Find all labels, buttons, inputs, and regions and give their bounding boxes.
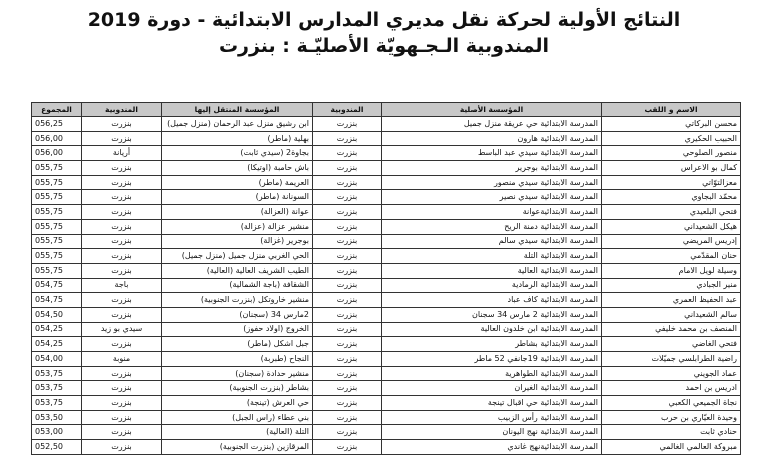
cell-name: معزالتوّاتي bbox=[602, 175, 741, 190]
cell-target-school: جبل اشكل (ماطر) bbox=[162, 337, 313, 352]
cell-name: كمال بو الاعراس bbox=[602, 161, 741, 176]
table-row bbox=[32, 322, 741, 337]
table-row bbox=[32, 410, 741, 425]
cell-target-region: منوبة bbox=[82, 352, 162, 367]
cell-target-school: بشاطر (بنزرت الجنوبية) bbox=[162, 381, 313, 396]
header-target-region: المندوبية bbox=[82, 103, 162, 117]
table-row bbox=[32, 440, 741, 455]
cell-target-region: بنزرت bbox=[82, 396, 162, 411]
table-row bbox=[32, 161, 741, 176]
cell-origin-school: المدرسة الابتدائية العالية bbox=[382, 263, 602, 278]
cell-target-school: النجاح (طبربة) bbox=[162, 352, 313, 367]
cell-target-school: حي العرش (تينجة) bbox=[162, 396, 313, 411]
cell-name: ادريس بن احمد bbox=[602, 381, 741, 396]
table-row bbox=[32, 146, 741, 161]
cell-origin-school: المدرسة الابتدائيةنهج غاندي bbox=[382, 440, 602, 455]
cell-origin-school: المدرسة الابتدائية دمنة الريح bbox=[382, 219, 602, 234]
cell-name: فتحي الغاضي bbox=[602, 337, 741, 352]
cell-target-region: بنزرت bbox=[82, 425, 162, 440]
header-origin-region: المندوبية bbox=[313, 103, 382, 117]
cell-name: عماد الجويني bbox=[602, 366, 741, 381]
cell-target-region: بنزرت bbox=[82, 219, 162, 234]
cell-origin-school: المدرسة الابتدائية ابن خلدون العالية bbox=[382, 322, 602, 337]
cell-target-school: الطيب الشريف العالية (العالية) bbox=[162, 263, 313, 278]
cell-total: 055,75 bbox=[32, 205, 82, 220]
cell-name: عبد الحفيظ العمري bbox=[602, 293, 741, 308]
cell-name: محمّد البجاوي bbox=[602, 190, 741, 205]
cell-total: 056,00 bbox=[32, 131, 82, 146]
cell-origin-school: المدرسة الابتدائية نهج اليونان bbox=[382, 425, 602, 440]
cell-origin-region: بنزرت bbox=[313, 205, 382, 220]
cell-origin-region: بنزرت bbox=[313, 117, 382, 132]
cell-target-school: العريمة (ماطر) bbox=[162, 175, 313, 190]
cell-target-region: بنزرت bbox=[82, 161, 162, 176]
cell-total: 053,75 bbox=[32, 366, 82, 381]
cell-total: 053,75 bbox=[32, 381, 82, 396]
cell-target-region: بنزرت bbox=[82, 131, 162, 146]
cell-target-school: بوجرير (غزالة) bbox=[162, 234, 313, 249]
cell-origin-region: بنزرت bbox=[313, 322, 382, 337]
cell-target-region: بنزرت bbox=[82, 249, 162, 264]
cell-target-region: بنزرت bbox=[82, 307, 162, 322]
table-row bbox=[32, 131, 741, 146]
cell-origin-school: المدرسة الابتدائية التلة bbox=[382, 249, 602, 264]
cell-total: 054,00 bbox=[32, 352, 82, 367]
table-row bbox=[32, 352, 741, 367]
cell-total: 054,25 bbox=[32, 322, 82, 337]
table-row bbox=[32, 396, 741, 411]
cell-target-region: بنزرت bbox=[82, 117, 162, 132]
cell-target-region: أريانة bbox=[82, 146, 162, 161]
table-row bbox=[32, 425, 741, 440]
cell-origin-school: المدرسة الابتدائية سيدي عبد الباسط bbox=[382, 146, 602, 161]
cell-origin-school: المدرسة الابتدائية الرمادية bbox=[382, 278, 602, 293]
cell-target-school: ابن رشيق منزل عبد الرحمان (منزل جميل) bbox=[162, 117, 313, 132]
cell-target-region: بنزرت bbox=[82, 337, 162, 352]
cell-target-region: بنزرت bbox=[82, 293, 162, 308]
cell-origin-school: المدرسة الابتدائية كاف عباد bbox=[382, 293, 602, 308]
cell-origin-school: المدرسة الابتدائية بشاطر bbox=[382, 337, 602, 352]
cell-origin-region: بنزرت bbox=[313, 410, 382, 425]
cell-origin-school: المدرسة الابتدائية الطواهرية bbox=[382, 366, 602, 381]
cell-total: 053,00 bbox=[32, 425, 82, 440]
cell-target-school: منشير حدادة (سجنان) bbox=[162, 366, 313, 381]
cell-origin-region: بنزرت bbox=[313, 366, 382, 381]
cell-total: 052,50 bbox=[32, 440, 82, 455]
cell-target-school: الخروج (اولاد حفوز) bbox=[162, 322, 313, 337]
cell-target-school: 2مارس 34 (سجنان) bbox=[162, 307, 313, 322]
cell-target-region: بنزرت bbox=[82, 205, 162, 220]
cell-total: 055,75 bbox=[32, 175, 82, 190]
table-row bbox=[32, 381, 741, 396]
cell-origin-region: بنزرت bbox=[313, 161, 382, 176]
cell-origin-region: بنزرت bbox=[313, 381, 382, 396]
cell-target-school: التلة (العالية) bbox=[162, 425, 313, 440]
cell-target-school: باش حامبة (اوتيكا) bbox=[162, 161, 313, 176]
table-body bbox=[32, 117, 741, 455]
cell-origin-region: بنزرت bbox=[313, 219, 382, 234]
cell-target-school: منشير عزالة (عزالة) bbox=[162, 219, 313, 234]
cell-target-region: بنزرت bbox=[82, 410, 162, 425]
cell-origin-region: بنزرت bbox=[313, 396, 382, 411]
cell-name: محسن البركاتي bbox=[602, 117, 741, 132]
cell-origin-region: بنزرت bbox=[313, 263, 382, 278]
header-origin-school: المؤسسة الأصلية bbox=[382, 103, 602, 117]
cell-origin-region: بنزرت bbox=[313, 293, 382, 308]
results-table bbox=[31, 102, 741, 455]
table-row bbox=[32, 293, 741, 308]
table-row bbox=[32, 278, 741, 293]
cell-origin-school: المدرسة الابتدائية رأس الزبيب bbox=[382, 410, 602, 425]
cell-total: 053,50 bbox=[32, 410, 82, 425]
cell-origin-region: بنزرت bbox=[313, 440, 382, 455]
cell-total: 054,50 bbox=[32, 307, 82, 322]
cell-total: 055,75 bbox=[32, 249, 82, 264]
cell-total: 055,75 bbox=[32, 190, 82, 205]
cell-name: وسيلة لويل الامام bbox=[602, 263, 741, 278]
cell-target-region: بنزرت bbox=[82, 234, 162, 249]
cell-name: راضية الطرابلسي جميّلات bbox=[602, 352, 741, 367]
cell-target-school: بني عطاء (راس الجبل) bbox=[162, 410, 313, 425]
cell-target-school: بهلية (ماطر) bbox=[162, 131, 313, 146]
table-row bbox=[32, 337, 741, 352]
table-row bbox=[32, 117, 741, 132]
cell-origin-region: بنزرت bbox=[313, 425, 382, 440]
cell-origin-school: المدرسة الابتدائية 19جانفي 52 ماطر bbox=[382, 352, 602, 367]
cell-name: إدريس المريضي bbox=[602, 234, 741, 249]
cell-total: 054,25 bbox=[32, 337, 82, 352]
cell-target-region: بنزرت bbox=[82, 440, 162, 455]
cell-name: الحبيب الحكيري bbox=[602, 131, 741, 146]
cell-name: المنصف بن محمد خليفي bbox=[602, 322, 741, 337]
cell-target-region: بنزرت bbox=[82, 190, 162, 205]
table-row bbox=[32, 234, 741, 249]
cell-total: 055,75 bbox=[32, 234, 82, 249]
cell-total: 056,00 bbox=[32, 146, 82, 161]
table-header-row bbox=[32, 103, 741, 117]
cell-total: 054,75 bbox=[32, 293, 82, 308]
cell-origin-region: بنزرت bbox=[313, 278, 382, 293]
cell-origin-school: المدرسة الابتدائية 2 مارس 34 سجنان bbox=[382, 307, 602, 322]
cell-origin-school: المدرسة الابتدائية هارون bbox=[382, 131, 602, 146]
cell-target-school: السونانة (ماطر) bbox=[162, 190, 313, 205]
cell-target-region: بنزرت bbox=[82, 263, 162, 278]
cell-origin-school: المدرسة الابتدائية الغيران bbox=[382, 381, 602, 396]
table-row bbox=[32, 190, 741, 205]
cell-origin-school: المدرسة الابتدائية بوجرير bbox=[382, 161, 602, 176]
cell-name: سالم الشعيداني bbox=[602, 307, 741, 322]
cell-name: وحيدة العيّاري بن حرب bbox=[602, 410, 741, 425]
cell-origin-school: المدرسة الابتدائية سيدي نصير bbox=[382, 190, 602, 205]
cell-total: 056,25 bbox=[32, 117, 82, 132]
table-row bbox=[32, 307, 741, 322]
cell-target-region: باجة bbox=[82, 278, 162, 293]
cell-target-region: سيدي بو زيد bbox=[82, 322, 162, 337]
cell-total: 055,75 bbox=[32, 263, 82, 278]
cell-origin-school: المدرسة الابتدائيةعوانة bbox=[382, 205, 602, 220]
cell-name: منصور الصلوحي bbox=[602, 146, 741, 161]
cell-target-school: بجاوة2 (سيدي ثابت) bbox=[162, 146, 313, 161]
cell-origin-region: بنزرت bbox=[313, 234, 382, 249]
cell-name: هيكل الشعيداني bbox=[602, 219, 741, 234]
cell-origin-region: بنزرت bbox=[313, 249, 382, 264]
cell-target-region: بنزرت bbox=[82, 366, 162, 381]
table-row bbox=[32, 205, 741, 220]
cell-name: نجاة الجميعي الكعبي bbox=[602, 396, 741, 411]
cell-total: 053,75 bbox=[32, 396, 82, 411]
table-row bbox=[32, 263, 741, 278]
document-subtitle: المندوبية الـجـهويّة الأصليّـة : بنزرت bbox=[218, 35, 550, 57]
cell-target-region: بنزرت bbox=[82, 381, 162, 396]
cell-origin-school: المدرسة الابتدائية حي عريقة منزل جميل bbox=[382, 117, 602, 132]
cell-target-school: المرقازين (بنزرت الجنوبية) bbox=[162, 440, 313, 455]
cell-target-school: منشير خاروتكل (بنزرت الجنوبية) bbox=[162, 293, 313, 308]
cell-origin-region: بنزرت bbox=[313, 352, 382, 367]
cell-target-school: الحي الغربي منزل جميل (منزل جميل) bbox=[162, 249, 313, 264]
cell-origin-region: بنزرت bbox=[313, 307, 382, 322]
cell-total: 055,75 bbox=[32, 161, 82, 176]
cell-total: 054,75 bbox=[32, 278, 82, 293]
cell-origin-region: بنزرت bbox=[313, 337, 382, 352]
header-total: المجموع bbox=[32, 103, 82, 117]
header-name: الاسم و اللقب bbox=[602, 103, 741, 117]
cell-origin-region: بنزرت bbox=[313, 146, 382, 161]
cell-total: 055,75 bbox=[32, 219, 82, 234]
cell-target-region: بنزرت bbox=[82, 175, 162, 190]
cell-origin-region: بنزرت bbox=[313, 175, 382, 190]
cell-name: منير الجبادي bbox=[602, 278, 741, 293]
table-row bbox=[32, 366, 741, 381]
cell-origin-school: المدرسة الابتدائية حي اقبال تينجة bbox=[382, 396, 602, 411]
header-target-school: المؤسسة المنتقل إليها bbox=[162, 103, 313, 117]
cell-target-school: عوانة (العزالة) bbox=[162, 205, 313, 220]
cell-origin-school: المدرسة الابتدائية سيدي سالم bbox=[382, 234, 602, 249]
table-row bbox=[32, 175, 741, 190]
cell-origin-school: المدرسة الابتدائية سيدي منصور bbox=[382, 175, 602, 190]
document-title: النتائج الأولية لحركة نقل مديري المدارس الابتدائية - دورة 2019 bbox=[87, 9, 681, 31]
table-row bbox=[32, 219, 741, 234]
cell-origin-region: بنزرت bbox=[313, 131, 382, 146]
table-row bbox=[32, 249, 741, 264]
cell-name: حنان المقدّمي bbox=[602, 249, 741, 264]
cell-name: فتحي البلعيدي bbox=[602, 205, 741, 220]
cell-name: حنادي ثابت bbox=[602, 425, 741, 440]
cell-target-school: الشقافة (باجة الشمالية) bbox=[162, 278, 313, 293]
cell-name: مبروكة العالمي الغالمي bbox=[602, 440, 741, 455]
cell-origin-region: بنزرت bbox=[313, 190, 382, 205]
